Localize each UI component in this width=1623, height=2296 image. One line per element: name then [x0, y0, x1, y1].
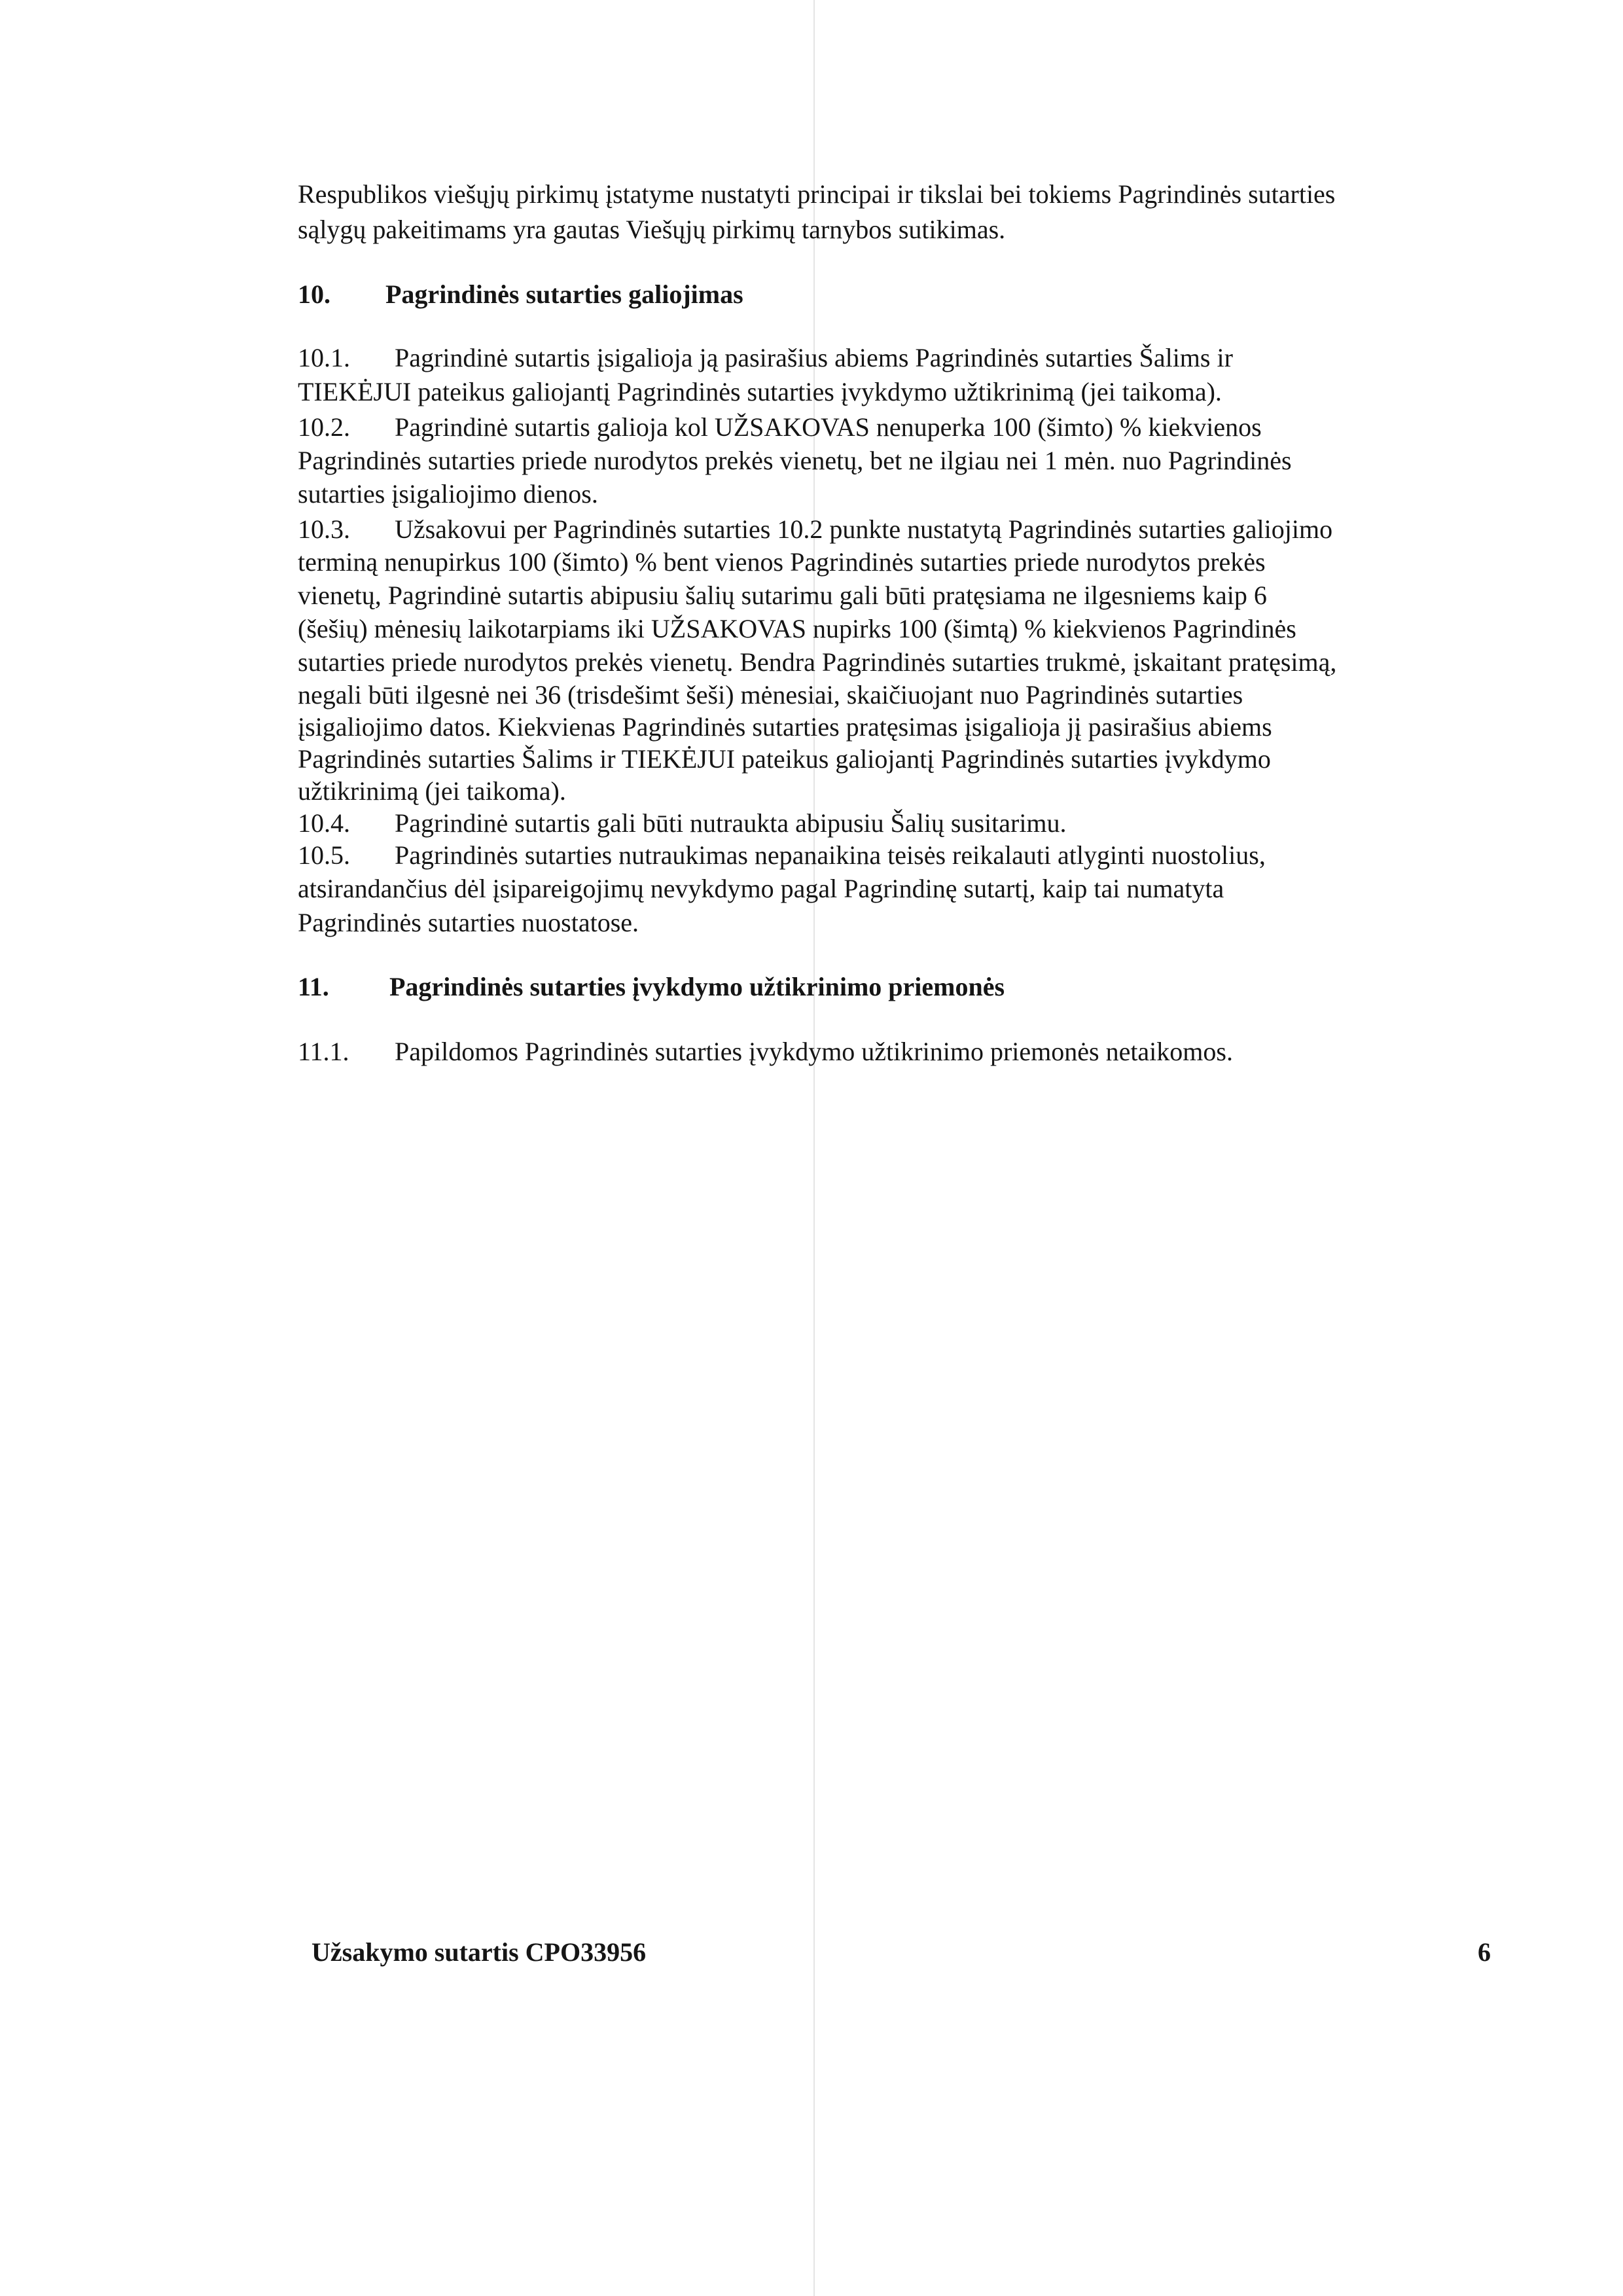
section-title: Pagrindinės sutarties įvykdymo užtikrinimo priemonės — [389, 972, 1005, 1001]
intro-line: Respublikos viešųjų pirkimų įstatyme nustatyti principai ir tikslai bei tokiems Pagrindinės sutarties — [298, 179, 1336, 209]
clause-line: užtikrinimą (jei taikoma). — [298, 776, 566, 806]
section-number: 10. — [298, 279, 330, 309]
clause-line: atsirandančius dėl įsipareigojimų nevykdymo pagal Pagrindinę sutartį, kaip tai numatyta — [298, 874, 1224, 903]
clause-10-3 — [298, 513, 1332, 546]
clause-number: 10.3. — [298, 514, 350, 544]
clause-line: (šešių) mėnesių laikotarpiams iki UŽSAKOVAS nupirks 100 (šimtą) % kiekvienos Pagrindinės — [298, 614, 1296, 643]
clause-number: 11.1. — [298, 1037, 349, 1066]
clause-line: Pagrindinės sutarties Šalims ir TIEKĖJUI pateikus galiojantį Pagrindinės sutarties įvykdymo — [298, 744, 1271, 774]
clause-line: Pagrindinės sutarties nuostatose. — [298, 908, 639, 937]
section-title: Pagrindinės sutarties galiojimas — [385, 279, 743, 309]
clause-number: 10.4. — [298, 808, 350, 838]
clause-line: terminą nenupirkus 100 (šimto) % bent vienos Pagrindinės sutarties priede nurodytos prekės — [298, 547, 1266, 577]
clause-10-4 — [298, 807, 1067, 840]
clause-number: 10.1. — [298, 343, 350, 372]
footer-title: Užsakymo sutartis CPO33956 — [312, 1937, 647, 1967]
clause-line: TIEKĖJUI pateikus galiojantį Pagrindinės sutarties įvykdymo užtikrinimą (jei taikoma). — [298, 377, 1222, 406]
clause-text: Pagrindinė sutartis galioja kol UŽSAKOVAS nenuperka 100 (šimto) % kiekvienos — [395, 412, 1262, 442]
clause-10-2 — [298, 411, 1262, 444]
clause-text: Pagrindinės sutarties nutraukimas nepanaikina teisės reikalauti atlyginti nuostolius, — [395, 840, 1266, 870]
clause-line: negali būti ilgesnė nei 36 (trisdešimt šeši) mėnesiai, skaičiuojant nuo Pagrindinės sutarties — [298, 680, 1243, 709]
clause-line: vienetų, Pagrindinė sutartis abipusiu šalių sutarimu gali būti pratęsiama ne ilgesniems kaip 6 — [298, 581, 1267, 610]
section-11-heading — [298, 971, 1005, 1003]
intro-line: sąlygų pakeitimams yra gautas Viešųjų pirkimų tarnybos sutikimas. — [298, 215, 1006, 244]
clause-line: sutarties įsigaliojimo dienos. — [298, 479, 598, 509]
section-number: 11. — [298, 972, 329, 1001]
clause-line: įsigaliojimo datos. Kiekvienas Pagrindinės sutarties pratęsimas įsigalioja jį pasirašius abiems — [298, 712, 1272, 742]
clause-text: Pagrindinė sutartis gali būti nutraukta abipusiu Šalių susitarimu. — [395, 808, 1067, 838]
clause-10-5 — [298, 839, 1266, 872]
clause-number: 10.5. — [298, 840, 350, 870]
clause-text: Papildomos Pagrindinės sutarties įvykdymo užtikrinimo priemonės netaikomos. — [395, 1037, 1233, 1066]
page-number: 6 — [1478, 1937, 1491, 1967]
clause-text: Pagrindinė sutartis įsigalioja ją pasirašius abiems Pagrindinės sutarties Šalims ir — [395, 343, 1233, 372]
clause-number: 10.2. — [298, 412, 350, 442]
clause-line: Pagrindinės sutarties priede nurodytos prekės vienetų, bet ne ilgiau nei 1 mėn. nuo Pagrindinės — [298, 446, 1292, 475]
clause-11-1 — [298, 1035, 1233, 1068]
clause-text: Užsakovui per Pagrindinės sutarties 10.2 punkte nustatytą Pagrindinės sutarties galiojimo — [395, 514, 1333, 544]
section-10-heading — [298, 278, 743, 311]
clause-line: sutarties priede nurodytos prekės vienetų. Bendra Pagrindinės sutarties trukmė, įskaitant pratęsimą, — [298, 647, 1337, 677]
clause-10-1 — [298, 342, 1233, 374]
